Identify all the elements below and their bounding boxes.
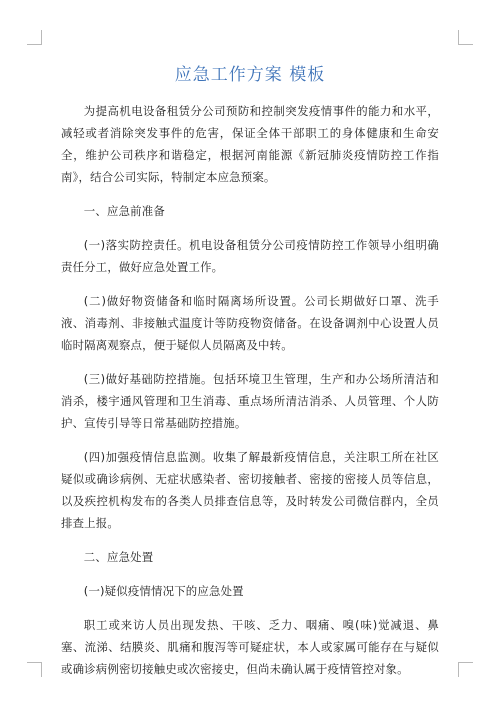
paragraph-symptoms: 职工或来访人员出现发热、干咳、乏力、咽痛、嗅(味)觉减退、鼻塞、流涕、结膜炎、肌痛和腹泻等可疑症状，本人或家属可能存在与疑似或确诊病例密切接触史或次密接史，但尚未确认属于疫情管控对象。: [61, 618, 439, 676]
corner-crop-mark: [27, 30, 42, 45]
section-heading-preparation: 一、应急前准备: [83, 204, 165, 218]
paragraph-responsibility: (一)落实防控责任。机电设备租赁分公司疫情防控工作领导小组明确责任分工，做好应急处置工作。: [61, 238, 439, 274]
section-heading-response: 二、应急处置: [83, 550, 154, 564]
subsection-heading-suspected: (一)疑似疫情情况下的应急处置: [83, 584, 244, 598]
corner-crop-mark: [458, 662, 473, 677]
document-body: [61, 100, 439, 692]
document-title: 应急工作方案 模板: [174, 65, 326, 85]
intro-paragraph: 为提高机电设备租赁分公司预防和控制突发疫情事件的能力和水平，减轻或者消除突发事件的危害，保证全体干部职工的身体健康和生命安全，维护公司秩序和谐稳定，根据河南能源《新冠肺炎疫情防控工作指南》，结合公司实际，特制定本应急预案。: [61, 104, 439, 184]
paragraph-monitoring: (四)加强疫情信息监测。收集了解最新疫情信息，关注职工所在社区疑似或确诊病例、无症状感染者、密切接触者、密接的密接人员等信息，以及疾控机构发布的各类人员排查信息等，及时转发公司微信群内，全员排查上报。: [61, 450, 439, 530]
paragraph-supplies: (二)做好物资储备和临时隔离场所设置。公司长期做好口罩、洗手液、消毒剂、非接触式温度计等防疫物资储备。在设备调剂中心设置人员临时隔离观察点，便于疑似人员隔离及中转。: [61, 294, 439, 352]
corner-crop-mark: [458, 30, 473, 45]
paragraph-basic-measures: (三)做好基础防控措施。包括环境卫生管理，生产和办公场所清洁和消杀，楼宇通风管理和卫生消毒、重点场所清洁消杀、人员管理、个人防护、宣传引导等日常基础防控措施。: [61, 372, 439, 430]
corner-crop-mark: [27, 662, 42, 677]
